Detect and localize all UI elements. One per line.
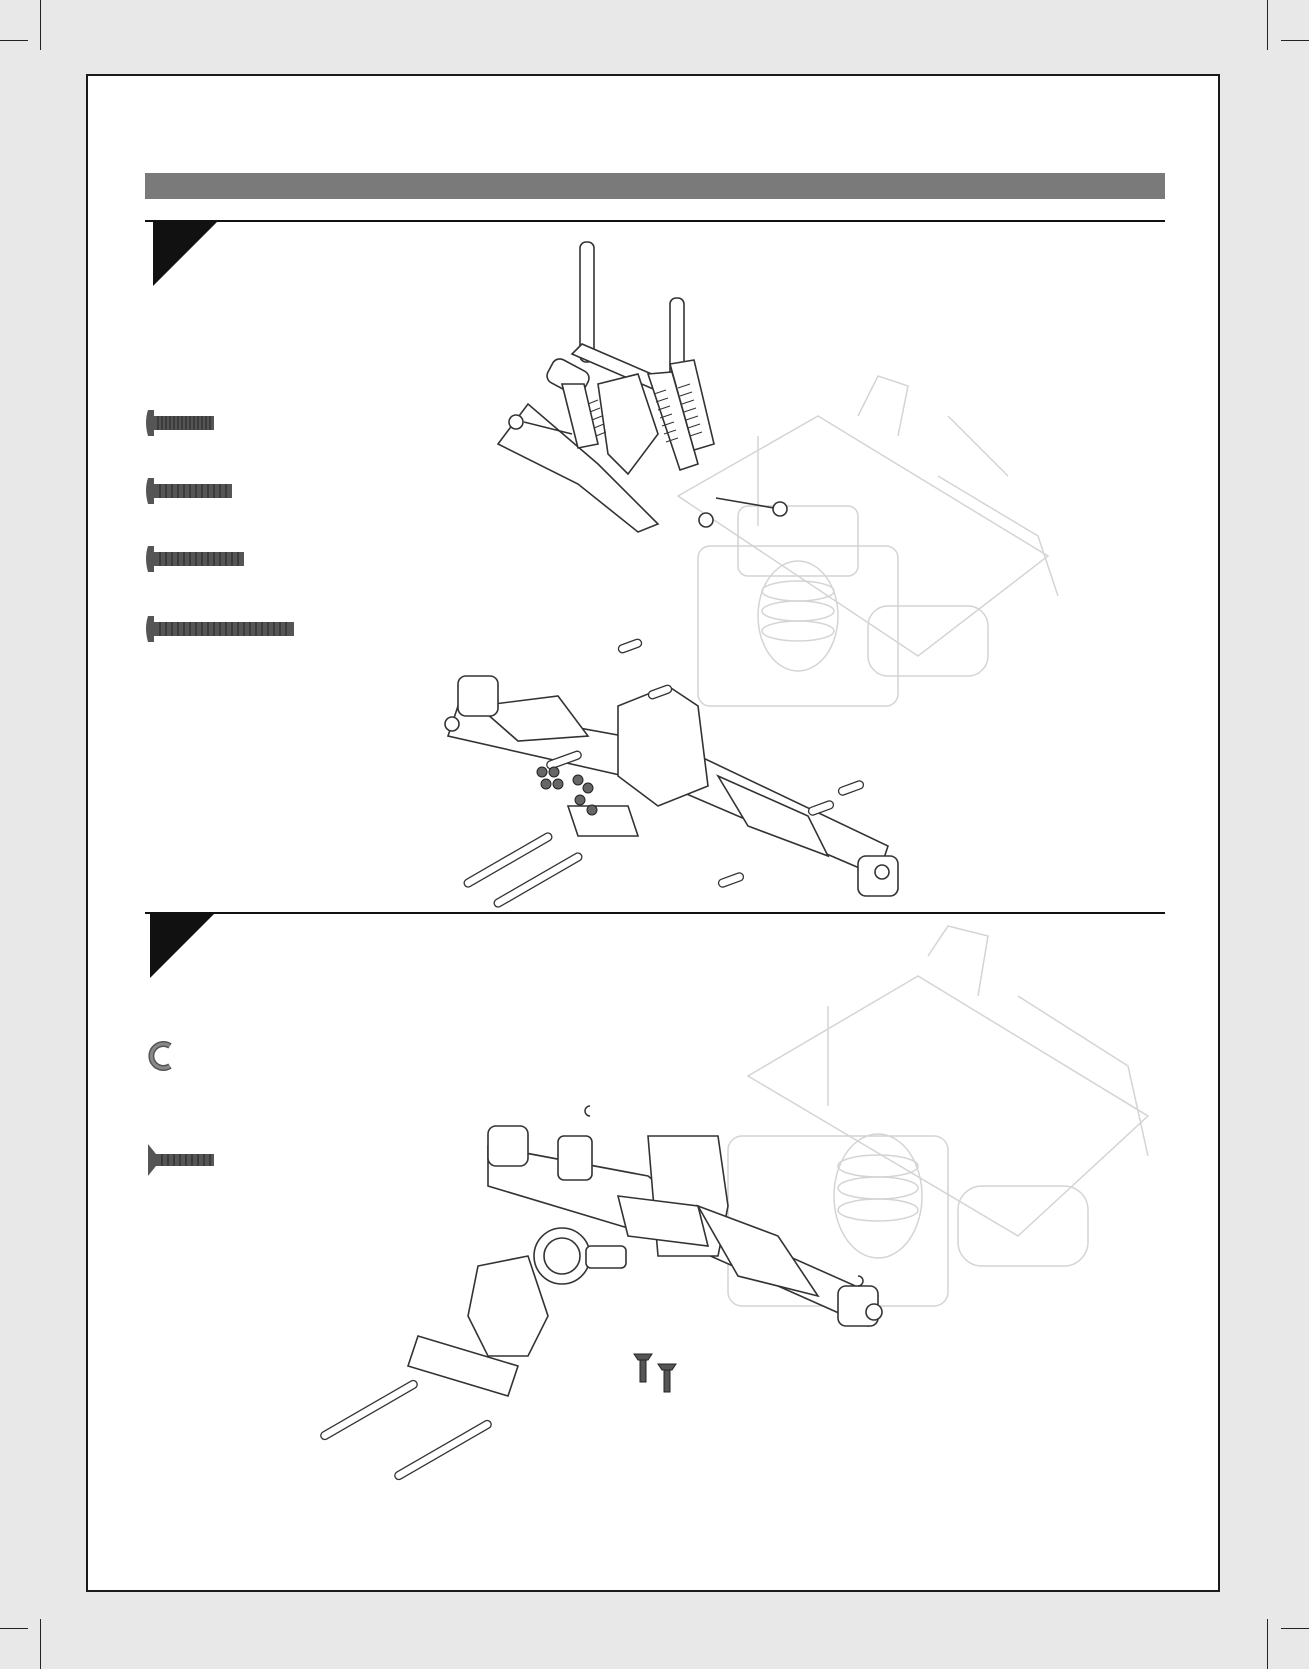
crop-mark	[0, 40, 28, 41]
button-head-screw-icon	[144, 474, 244, 510]
section-title-bar	[145, 173, 1165, 199]
rear-suspension-assembly-illustration	[418, 576, 938, 936]
shock-tower-assembly-illustration	[488, 234, 848, 534]
button-head-screw-icon	[144, 406, 224, 442]
flat-head-screw-icon	[146, 1142, 226, 1178]
step-1-marker	[153, 222, 217, 286]
crop-mark	[1281, 1628, 1309, 1629]
rear-differential-assembly-illustration	[318, 1106, 938, 1506]
crop-mark	[40, 0, 41, 50]
crop-mark	[1267, 1619, 1268, 1669]
crop-mark	[1267, 0, 1268, 50]
manual-page	[86, 74, 1220, 1592]
button-head-screw-icon	[144, 542, 254, 578]
crop-mark	[0, 1628, 28, 1629]
step-2-marker	[150, 914, 214, 978]
step-1-rule	[145, 220, 1165, 222]
button-head-screw-icon	[144, 612, 304, 648]
e-clip-icon	[144, 1038, 180, 1074]
crop-mark	[1281, 40, 1309, 41]
step-2-rule	[145, 912, 1165, 914]
crop-mark	[40, 1619, 41, 1669]
